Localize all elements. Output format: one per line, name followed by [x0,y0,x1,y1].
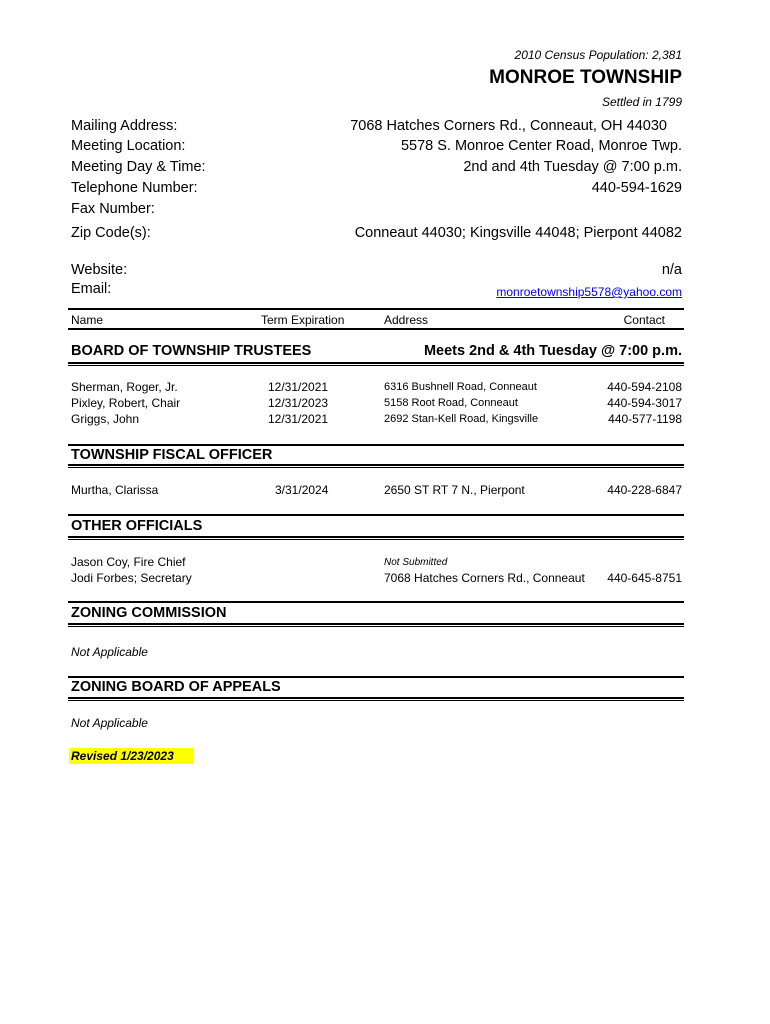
settled-year: Settled in 1799 [601,95,682,109]
column-name-header: Name [71,313,104,327]
column-header-bottom-rule [68,328,684,330]
census-population: 2010 Census Population: 2,381 [514,48,682,62]
fax-label: Fax Number: [71,201,155,217]
trustee-name: Pixley, Robert, Chair [71,396,181,410]
appeals-note: Not Applicable [71,716,148,730]
mailing-address-value: 7068 Hatches Corners Rd., Conneaut, OH 44030 [350,118,667,134]
column-term-header: Term Expiration [261,313,345,327]
other-section-title: OTHER OFFICIALS [71,518,203,534]
trustee-contact: 440-594-2108 [607,380,682,394]
column-contact-header: Contact [623,313,665,327]
zip-codes-value: Conneaut 44030; Kingsville 44048; Pierpont 44082 [354,225,682,241]
mailing-address-label: Mailing Address: [71,118,178,134]
meeting-location-label: Meeting Location: [71,138,186,154]
other-top-rule [68,514,684,516]
zoning-section-rule [68,623,684,627]
trustee-address: 6316 Bushnell Road, Conneaut [384,381,537,393]
meeting-location-value: 5578 S. Monroe Center Road, Monroe Twp. [400,138,682,154]
fiscal-section-title: TOWNSHIP FISCAL OFFICER [71,447,273,463]
fiscal-officer-term: 3/31/2024 [275,483,329,497]
trustee-name: Griggs, John [71,412,140,426]
trustees-section-title: BOARD OF TOWNSHIP TRUSTEES [71,343,312,359]
fiscal-top-rule [68,444,684,446]
column-header-top-rule [68,308,684,310]
fiscal-officer-address: 2650 ST RT 7 N., Pierpont [384,483,525,497]
email-label: Email: [71,281,112,297]
revised-date: Revised 1/23/2023 [69,748,193,764]
official-name: Jodi Forbes; Secretary [71,571,192,585]
official-contact: 440-645-8751 [607,571,682,585]
trustee-term: 12/31/2023 [268,396,329,410]
official-name: Jason Coy, Fire Chief [71,555,186,569]
trustee-term: 12/31/2021 [268,412,329,426]
appeals-section-title: ZONING BOARD OF APPEALS [71,679,281,695]
email-link[interactable]: monroetownship5578@yahoo.com [496,285,682,299]
trustee-name: Sherman, Roger, Jr. [71,380,178,394]
appeals-section-rule [68,697,684,701]
official-address: Not Submitted [384,557,448,568]
fiscal-section-rule [68,464,684,468]
trustee-address: 5158 Root Road, Conneaut [384,397,518,409]
trustee-address: 2692 Stan-Kell Road, Kingsville [384,413,539,425]
zoning-top-rule [68,601,684,603]
fiscal-officer-name: Murtha, Clarissa [71,483,159,497]
zoning-section-title: ZONING COMMISSION [71,605,227,621]
trustee-contact: 440-594-3017 [607,396,682,410]
other-section-rule [68,536,684,540]
appeals-top-rule [68,676,684,678]
trustee-contact: 440-577-1198 [608,412,682,426]
website-label: Website: [71,262,128,278]
meeting-day-value: 2nd and 4th Tuesday @ 7:00 p.m. [463,159,682,175]
trustees-section-rule [68,362,684,366]
township-title: MONROE TOWNSHIP [489,67,682,88]
website-value: n/a [661,262,682,278]
column-address-header: Address [384,313,429,327]
trustees-meeting-schedule: Meets 2nd & 4th Tuesday @ 7:00 p.m. [423,343,682,359]
official-address: 7068 Hatches Corners Rd., Conneaut [384,571,585,585]
zip-codes-label: Zip Code(s): [71,225,151,241]
telephone-label: Telephone Number: [71,180,198,196]
trustee-term: 12/31/2021 [268,380,329,394]
fiscal-officer-contact: 440-228-6847 [607,483,682,497]
zoning-note: Not Applicable [71,645,148,659]
telephone-value: 440-594-1629 [591,180,682,196]
meeting-day-label: Meeting Day & Time: [71,159,206,175]
